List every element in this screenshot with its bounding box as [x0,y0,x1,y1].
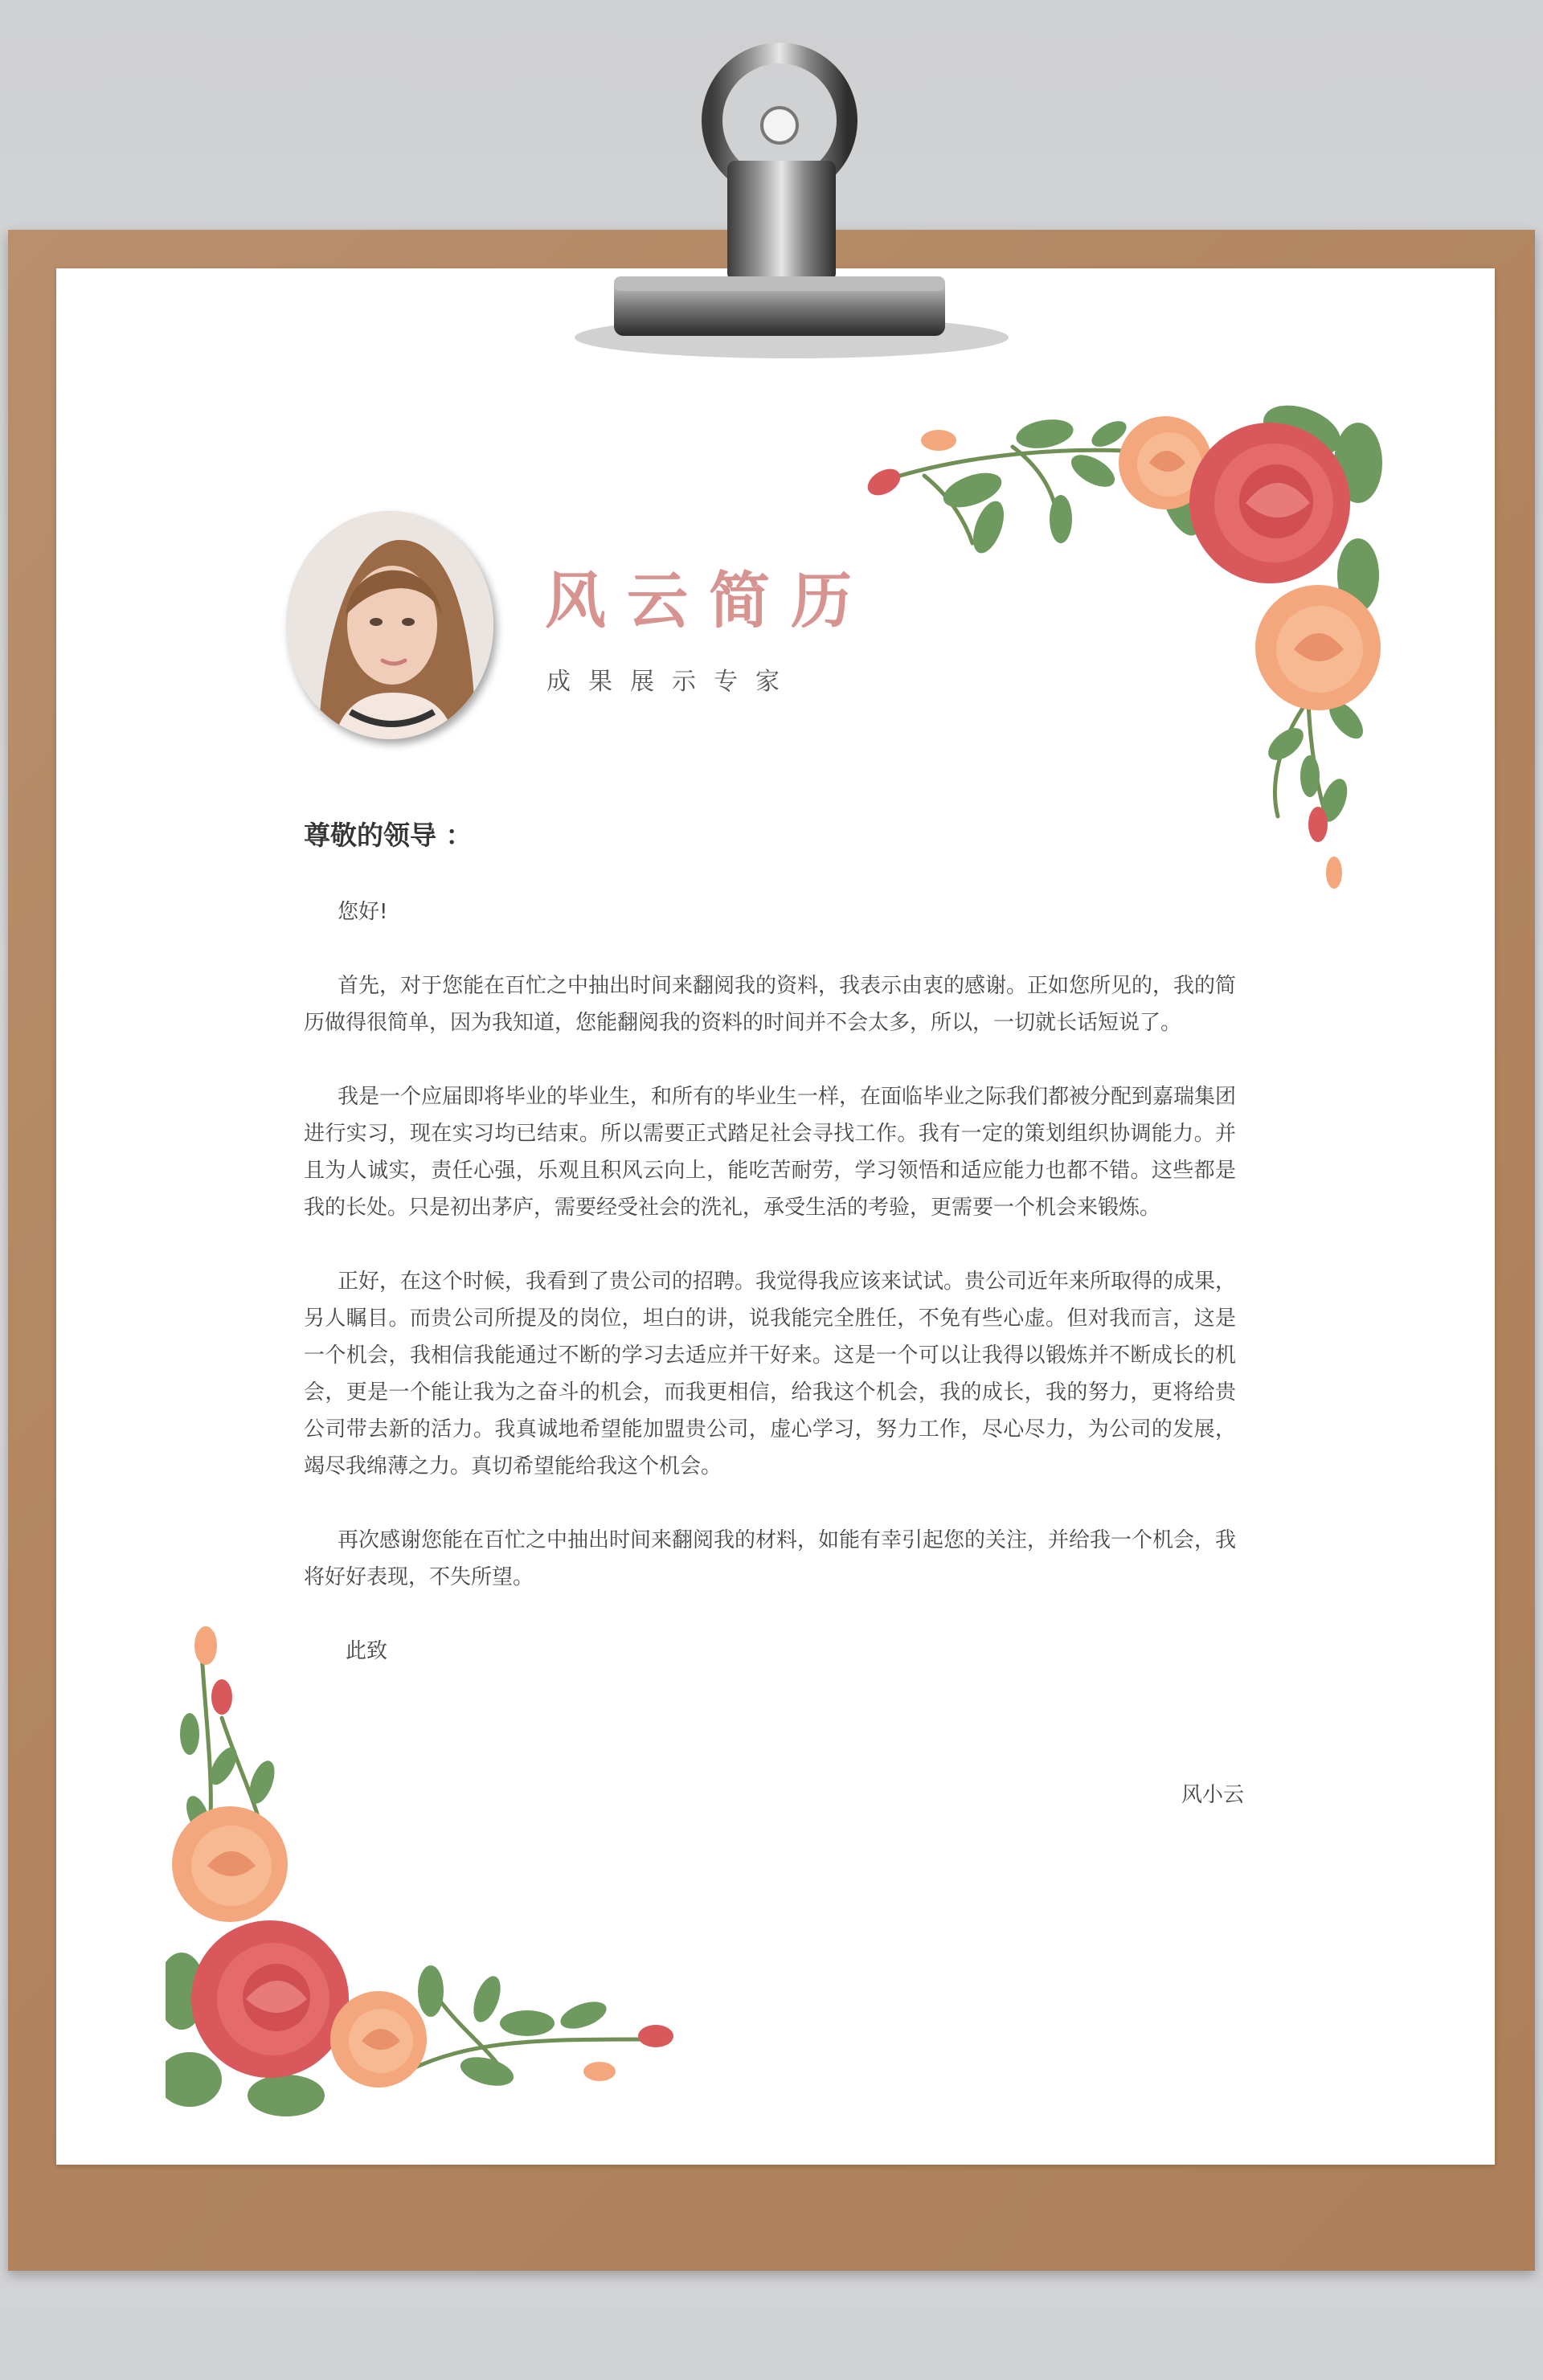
resume-subtitle: 成果展示专家 [546,668,797,696]
letter-paragraph: 首先，对于您能在百忙之中抽出时间来翻阅我的资料，我表示由衷的感谢。正如您所见的，我的简历做得很简单，因为我知道，您能翻阅我的资料的时间并不会太多，所以，一切就长话短说了。 [304,974,1237,1035]
letter-body [304,894,1236,1707]
letter-paragraph: 我是一个应届即将毕业的毕业生，和所有的毕业生一样，在面临毕业之际我们都被分配到嘉瑞集团进行实习，现在实习均已结束。所以需要正式踏足社会寻找工作。我有一定的策划组织协调能力。并且为人诚实，责任心强，乐观且积风云向上，能吃苦耐劳，学习领悟和适应能力也都不错。这些都是我的长处。只是初出茅庐，需要经受社会的洗礼，承受生活的考验，更需要一个机会来锻炼。 [304,1085,1237,1220]
letter-greeting: 您好! [338,900,388,924]
portrait-icon [286,511,493,739]
resume-title: 风云简历 [545,565,873,636]
avatar [286,511,493,739]
letter-paragraph: 再次感谢您能在百忙之中抽出时间来翻阅我的材料，如能有幸引起您的关注，并给我一个机会，我将好好表现，不失所望。 [304,1528,1237,1589]
letter-signature: 风小云 [1181,1783,1244,1807]
letter-salutation: 尊敬的领导 ： [304,820,473,851]
letter-paragraph: 正好，在这个时候，我看到了贵公司的招聘。我觉得我应该来试试。贵公司近年来所取得的成果，另人瞩目。而贵公司所提及的岗位，坦白的讲，说我能完全胜任，不免有些心虚。但对我而言，这是一个机会，我相信我能通过不断的学习去适应并干好来。这是一个可以让我得以锻炼并不断成长的机会，更是一个能让我为之奋斗的机会，而我更相信，给我这个机会，我的成长，我的努力，更将给贵公司带去新的活力。我真诚地希望能加盟贵公司，虚心学习，努力工作，尽心尽力，为公司的发展，竭尽我绵薄之力。真切希望能给我这个机会。 [304,1270,1237,1478]
letter-closing: 此致 [346,1639,388,1663]
